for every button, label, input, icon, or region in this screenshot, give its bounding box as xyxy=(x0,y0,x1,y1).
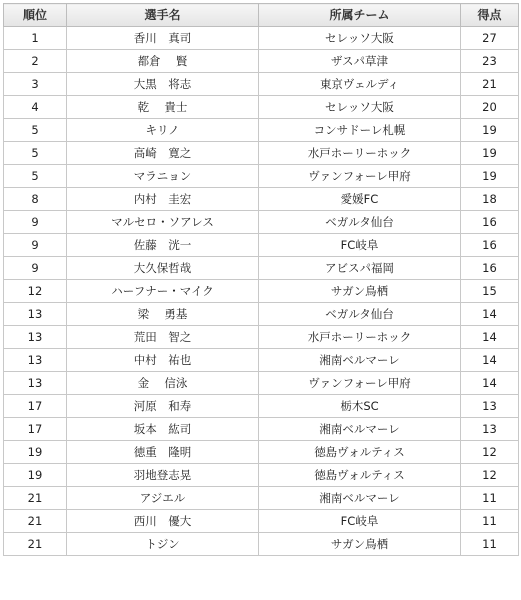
player-name-cell: 西川 優大 xyxy=(67,510,259,533)
player-name-cell: 高崎 寛之 xyxy=(67,142,259,165)
rank-cell: 21 xyxy=(4,510,67,533)
header-player: 選手名 xyxy=(67,4,259,27)
goals-cell: 16 xyxy=(461,257,519,280)
team-name-cell: 徳島ヴォルティス xyxy=(259,464,461,487)
rank-cell: 19 xyxy=(4,441,67,464)
goals-cell: 27 xyxy=(461,27,519,50)
goals-cell: 23 xyxy=(461,50,519,73)
team-name-cell: FC岐阜 xyxy=(259,234,461,257)
rank-cell: 13 xyxy=(4,303,67,326)
goals-cell: 19 xyxy=(461,142,519,165)
goals-cell: 14 xyxy=(461,326,519,349)
player-name-cell: 金 信泳 xyxy=(67,372,259,395)
table-row xyxy=(4,257,519,280)
player-name-cell: 徳重 隆明 xyxy=(67,441,259,464)
table-row xyxy=(4,280,519,303)
player-name-cell: ハーフナー・マイク xyxy=(67,280,259,303)
goals-cell: 11 xyxy=(461,533,519,556)
team-name-cell: アビスパ福岡 xyxy=(259,257,461,280)
table-row xyxy=(4,96,519,119)
goals-cell: 11 xyxy=(461,487,519,510)
table-row xyxy=(4,349,519,372)
rank-cell: 2 xyxy=(4,50,67,73)
goals-cell: 16 xyxy=(461,234,519,257)
rank-cell: 3 xyxy=(4,73,67,96)
player-name-cell: 乾 貴士 xyxy=(67,96,259,119)
team-name-cell: ヴァンフォーレ甲府 xyxy=(259,372,461,395)
header-rank: 順位 xyxy=(4,4,67,27)
rank-cell: 12 xyxy=(4,280,67,303)
rank-cell: 1 xyxy=(4,27,67,50)
player-name-cell: 中村 祐也 xyxy=(67,349,259,372)
player-name-cell: 大黒 将志 xyxy=(67,73,259,96)
scorer-ranking-table xyxy=(3,3,519,556)
rank-cell: 4 xyxy=(4,96,67,119)
table-row xyxy=(4,487,519,510)
team-name-cell: サガン鳥栖 xyxy=(259,280,461,303)
table-row xyxy=(4,188,519,211)
team-name-cell: 栃木SC xyxy=(259,395,461,418)
table-row xyxy=(4,211,519,234)
team-name-cell: ベガルタ仙台 xyxy=(259,303,461,326)
player-name-cell: 都倉 賢 xyxy=(67,50,259,73)
player-name-cell: マラニョン xyxy=(67,165,259,188)
team-name-cell: ベガルタ仙台 xyxy=(259,211,461,234)
goals-cell: 14 xyxy=(461,349,519,372)
rank-cell: 17 xyxy=(4,418,67,441)
table-body xyxy=(4,27,519,556)
goals-cell: 19 xyxy=(461,119,519,142)
rank-cell: 8 xyxy=(4,188,67,211)
rank-cell: 9 xyxy=(4,234,67,257)
player-name-cell: マルセロ・ソアレス xyxy=(67,211,259,234)
rank-cell: 17 xyxy=(4,395,67,418)
team-name-cell: ザスパ草津 xyxy=(259,50,461,73)
rank-cell: 21 xyxy=(4,487,67,510)
table-row xyxy=(4,326,519,349)
goals-cell: 16 xyxy=(461,211,519,234)
table-row xyxy=(4,73,519,96)
header-team: 所属チーム xyxy=(259,4,461,27)
player-name-cell: 羽地登志晃 xyxy=(67,464,259,487)
team-name-cell: 東京ヴェルディ xyxy=(259,73,461,96)
rank-cell: 9 xyxy=(4,211,67,234)
table-row xyxy=(4,119,519,142)
goals-cell: 13 xyxy=(461,395,519,418)
player-name-cell: 内村 圭宏 xyxy=(67,188,259,211)
table-row xyxy=(4,50,519,73)
team-name-cell: 水戸ホーリーホック xyxy=(259,326,461,349)
table-row xyxy=(4,464,519,487)
team-name-cell: ヴァンフォーレ甲府 xyxy=(259,165,461,188)
goals-cell: 13 xyxy=(461,418,519,441)
team-name-cell: 湘南ベルマーレ xyxy=(259,418,461,441)
player-name-cell: トジン xyxy=(67,533,259,556)
rank-cell: 13 xyxy=(4,372,67,395)
player-name-cell: 佐藤 洸一 xyxy=(67,234,259,257)
rank-cell: 13 xyxy=(4,326,67,349)
goals-cell: 14 xyxy=(461,372,519,395)
rank-cell: 5 xyxy=(4,142,67,165)
team-name-cell: セレッソ大阪 xyxy=(259,27,461,50)
header-goals: 得点 xyxy=(461,4,519,27)
goals-cell: 14 xyxy=(461,303,519,326)
player-name-cell: 梁 勇基 xyxy=(67,303,259,326)
team-name-cell: FC岐阜 xyxy=(259,510,461,533)
player-name-cell: キリノ xyxy=(67,119,259,142)
goals-cell: 20 xyxy=(461,96,519,119)
table-row xyxy=(4,395,519,418)
team-name-cell: セレッソ大阪 xyxy=(259,96,461,119)
table-row xyxy=(4,27,519,50)
player-name-cell: 大久保哲哉 xyxy=(67,257,259,280)
team-name-cell: コンサドーレ札幌 xyxy=(259,119,461,142)
goals-cell: 15 xyxy=(461,280,519,303)
table-row xyxy=(4,234,519,257)
team-name-cell: 水戸ホーリーホック xyxy=(259,142,461,165)
table-row xyxy=(4,303,519,326)
rank-cell: 5 xyxy=(4,165,67,188)
table-row xyxy=(4,165,519,188)
rank-cell: 9 xyxy=(4,257,67,280)
rank-cell: 5 xyxy=(4,119,67,142)
goals-cell: 18 xyxy=(461,188,519,211)
rank-cell: 21 xyxy=(4,533,67,556)
rank-cell: 19 xyxy=(4,464,67,487)
player-name-cell: 河原 和寿 xyxy=(67,395,259,418)
goals-cell: 12 xyxy=(461,464,519,487)
player-name-cell: アジエル xyxy=(67,487,259,510)
player-name-cell: 坂本 紘司 xyxy=(67,418,259,441)
header-row xyxy=(4,4,519,27)
goals-cell: 11 xyxy=(461,510,519,533)
table-row xyxy=(4,372,519,395)
table-row xyxy=(4,418,519,441)
table-row xyxy=(4,533,519,556)
goals-cell: 21 xyxy=(461,73,519,96)
rank-cell: 13 xyxy=(4,349,67,372)
team-name-cell: サガン鳥栖 xyxy=(259,533,461,556)
table-row xyxy=(4,441,519,464)
team-name-cell: 徳島ヴォルティス xyxy=(259,441,461,464)
team-name-cell: 湘南ベルマーレ xyxy=(259,349,461,372)
team-name-cell: 愛媛FC xyxy=(259,188,461,211)
player-name-cell: 香川 真司 xyxy=(67,27,259,50)
goals-cell: 19 xyxy=(461,165,519,188)
table-row xyxy=(4,142,519,165)
table-header xyxy=(4,4,519,27)
table-row xyxy=(4,510,519,533)
goals-cell: 12 xyxy=(461,441,519,464)
player-name-cell: 荒田 智之 xyxy=(67,326,259,349)
team-name-cell: 湘南ベルマーレ xyxy=(259,487,461,510)
